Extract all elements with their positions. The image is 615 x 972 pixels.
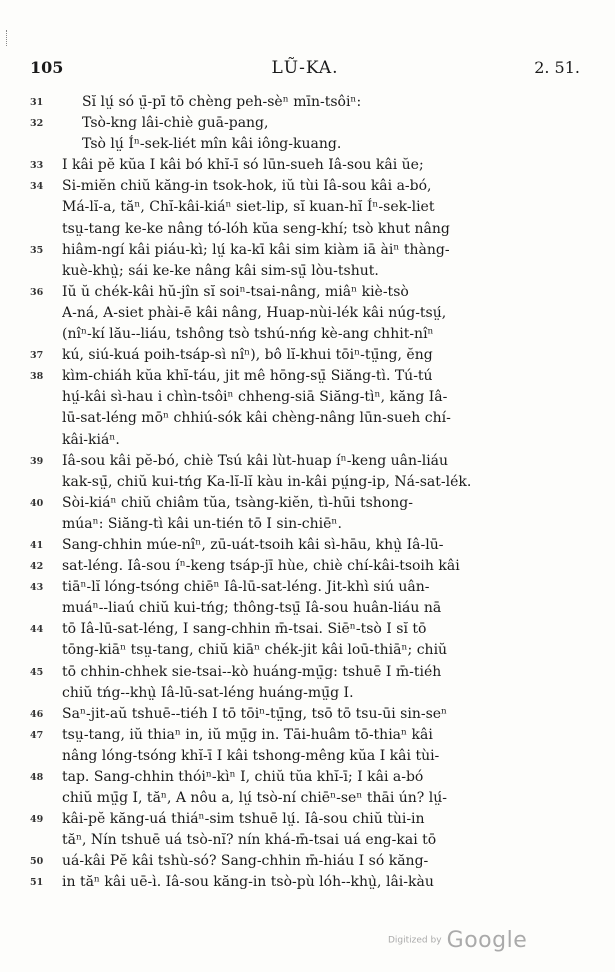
text-line [30,387,580,408]
text-line [30,725,580,746]
verse-number: 49 [30,814,44,826]
line-text: Tsò-kng lâi-chiè guā-pang, [82,115,269,132]
line-text: I kâi pĕ kŭa I kâi bó khĭ-ī só lūn-sueh Iâ-sou kâi ŭe; [62,157,424,174]
line-text: nâng lóng-tsóng khĭ-ī I kâi tshong-mêng kŭa I kâi tùi- [62,747,440,764]
text-line [30,640,580,661]
line-text: kuè-khṳ̀; sái ke-ke nâng kâi sim-sṳ̄ lòu-tshut. [62,262,379,279]
line-text: Iâ-sou kâi pĕ-bó, chiè Tsú kâi lùt-huap íⁿ-keng uân-liáu [62,452,449,469]
verse-number: 48 [30,772,44,783]
verse-number: 31 [30,97,44,108]
line-text: tiāⁿ-lĭ lóng-tsóng chiēⁿ Iâ-lū-sat-léng. Jit-khì siú uân- [62,579,430,596]
line-text: kak-sṳ̄, chiŭ kui-tńg Ka-lĭ-lĭ kàu in-kâi pṳ́ng-ip, Ná-sat-lék. [62,473,472,490]
line-text: A-ná, A-siet phài-ē kâi nâng, Huap-nùi-lék kâi núg-tsṳ́, [62,304,447,321]
page-body [30,92,580,894]
line-text: Iŭ ŭ chék-kâi hŭ-jîn sĭ soiⁿ-tsai-nâng, miâⁿ kiè-tsò [62,283,409,300]
text-line [30,134,580,155]
line-text: lū-sat-léng mōⁿ chhiú-sók kâi chèng-nâng lūn-sueh chí- [62,410,451,427]
line-text: (nîⁿ-kí lău--liáu, tshông tsò tshú-nńg kè-ang chhit-nîⁿ [62,326,434,343]
verse-number: 35 [30,244,44,256]
text-line [30,493,580,514]
text-line [30,92,580,113]
text-line [30,282,580,303]
text-line [30,345,580,366]
page-number: 105 [30,58,64,77]
verse-number: 51 [30,877,44,889]
line-text: hiâm-ngí kâi piáu-kì; lṳ́ ka-kī kâi sim kiàm iā àiⁿ thàng- [62,241,450,258]
line-text: Tsò lṳ́ Íⁿ-sek-liét mîn kâi iông-kuang. [82,136,342,153]
verse-number: 33 [30,160,44,172]
line-text: muáⁿ--liaú chiŭ kui-tńg; thông-tsṳ̄ Iâ-sou huân-liáu nā [62,600,442,617]
book-title: LŨ-KA. [271,58,339,78]
digitized-label: Digitized by [388,935,442,946]
line-text: kâi-pĕ kăng-uá thiáⁿ-sim tshuē lṳ́. Iâ-sou chiŭ tùi-in [62,811,425,828]
line-text: hṳ́-kâi sì-hau i chìn-tsôiⁿ chheng-siā Siăng-tìⁿ, kăng Iâ- [62,389,448,406]
verse-number: 47 [30,729,44,741]
line-text: tăⁿ, Nín tshuē uá tsò-nĭ? nín khá-m̄-tsai uá eng-kai tō [62,832,437,849]
text-line [30,767,580,788]
line-text: chiŭ tńg--khṳ̀ Iâ-lū-sat-léng huáng-mṳ̄g I. [62,684,354,701]
text-line [30,535,580,556]
text-line [30,176,580,197]
text-line [30,704,580,725]
line-text: chiŭ mṳ̄g I, tăⁿ, A nôu a, lṳ́ tsò-ní chiēⁿ-seⁿ thāi ún? lṳ́- [62,790,447,807]
margin-mark [6,30,10,46]
line-text: sat-léng. Iâ-sou íⁿ-keng tsáp-jī hùe, chiè chí-kâi-tsoih kâi [62,558,460,575]
text-line [30,556,580,577]
verse-number: 38 [30,371,44,383]
text-line [30,851,580,872]
line-text: tōng-kiāⁿ tsṳ-tang, chiŭ kiāⁿ chék-jit kâi loū-thiāⁿ; chiŭ [62,642,448,659]
line-text: kìm-chiáh kŭa khĭ-táu, jit mê hōng-sṳ̄ Siăng-tì. Tú-tú [62,368,433,385]
line-text: múaⁿ: Siăng-tì kâi un-tién tō I sin-chiēⁿ. [62,515,342,532]
text-line [30,472,580,493]
verse-number: 45 [30,666,44,678]
text-line [30,514,580,535]
verse-number: 32 [30,118,44,130]
google-logo: Google [446,928,528,953]
text-line [30,113,580,134]
verse-number: 42 [30,561,44,573]
text-line [30,197,580,218]
verse-number: 46 [30,708,44,720]
text-line [30,872,580,893]
verse-number: 37 [30,350,44,362]
text-line [30,261,580,282]
text-line [30,219,580,240]
verse-number: 36 [30,286,44,298]
line-text: uá-kâi Pĕ kâi tshù-só? Sang-chhin m̄-hiáu I só kăng- [62,853,429,870]
text-line [30,746,580,767]
text-line [30,683,580,704]
text-line [30,830,580,851]
line-text: Sang-chhin múe-nîⁿ, zū-uát-tsoih kâi sì-hāu, khṳ̀ Iâ-lū- [62,536,444,553]
text-line [30,598,580,619]
text-line [30,788,580,809]
line-text: kâi-kiáⁿ. [62,431,120,448]
line-text: tsṳ-tang ke-ke nâng tó-lóh kŭa seng-khí; tsò khut nâng [62,220,450,237]
line-text: tsṳ-tang, iŭ thiaⁿ in, iŭ mṳ̄g in. Tāi-huâm tō-thiaⁿ kâi [62,726,433,743]
line-text: kú, siú-kuá poih-tsáp-sì nîⁿ), bô lĭ-khui tōiⁿ-tṳ̄ng, ĕng [62,347,433,364]
verse-number: 34 [30,181,44,193]
text-line [30,366,580,387]
line-text: Si-miĕn chiŭ kăng-in tsok-hok, iŭ tùi Iâ-sou kâi a-bó, [62,178,432,195]
line-text: Sòi-kiáⁿ chiŭ chiâm tŭa, tsàng-kiĕn, tì-hūi tshong- [62,494,413,511]
line-text: tap. Sang-chhin thóiⁿ-kìⁿ I, chiŭ tŭa khĭ-ī; I kâi a-bó [62,769,424,785]
text-line [30,619,580,640]
page-header [30,58,580,86]
chapter-reference: 2. 51. [534,58,580,77]
verse-number: 44 [30,624,44,636]
text-line [30,240,580,261]
line-text: tō Iâ-lū-sat-léng, I sang-chhin m̄-tsai. Siēⁿ-tsò I sĭ tō [62,621,427,638]
text-line [30,451,580,472]
verse-number: 39 [30,455,44,467]
text-line [30,430,580,451]
line-text: Saⁿ-jit-aŭ tshuē--tiéh I tō tōiⁿ-tṳ̄ng, tsō tō tsu-ūi sin-seⁿ [62,705,448,722]
verse-number: 41 [30,539,44,551]
text-line [30,324,580,345]
verse-number: 50 [30,856,44,868]
text-line [30,809,580,830]
text-line [30,408,580,429]
text-line [30,303,580,324]
text-line [30,662,580,683]
digitized-watermark [388,928,527,953]
line-text: Sĭ lṳ́ só ṳ̄-pī tō chèng peh-sèⁿ mīn-tsôiⁿ: [82,94,362,110]
line-text: Má-lĭ-a, tăⁿ, Chĭ-kâi-kiáⁿ siet-lip, sĭ kuan-hĭ Íⁿ-sek-liet [62,199,435,216]
text-line [30,155,580,176]
text-line [30,577,580,598]
verse-number: 43 [30,582,44,594]
line-text: tō chhin-chhek sie-tsai--kò huáng-mṳ̄g: tshuē I m̄-tiéh [62,663,442,680]
line-text: in tăⁿ kâi uē-ì. Iâ-sou kăng-in tsò-pù lóh--khṳ̀, lâi-kàu [62,874,434,891]
verse-number: 40 [30,497,44,509]
